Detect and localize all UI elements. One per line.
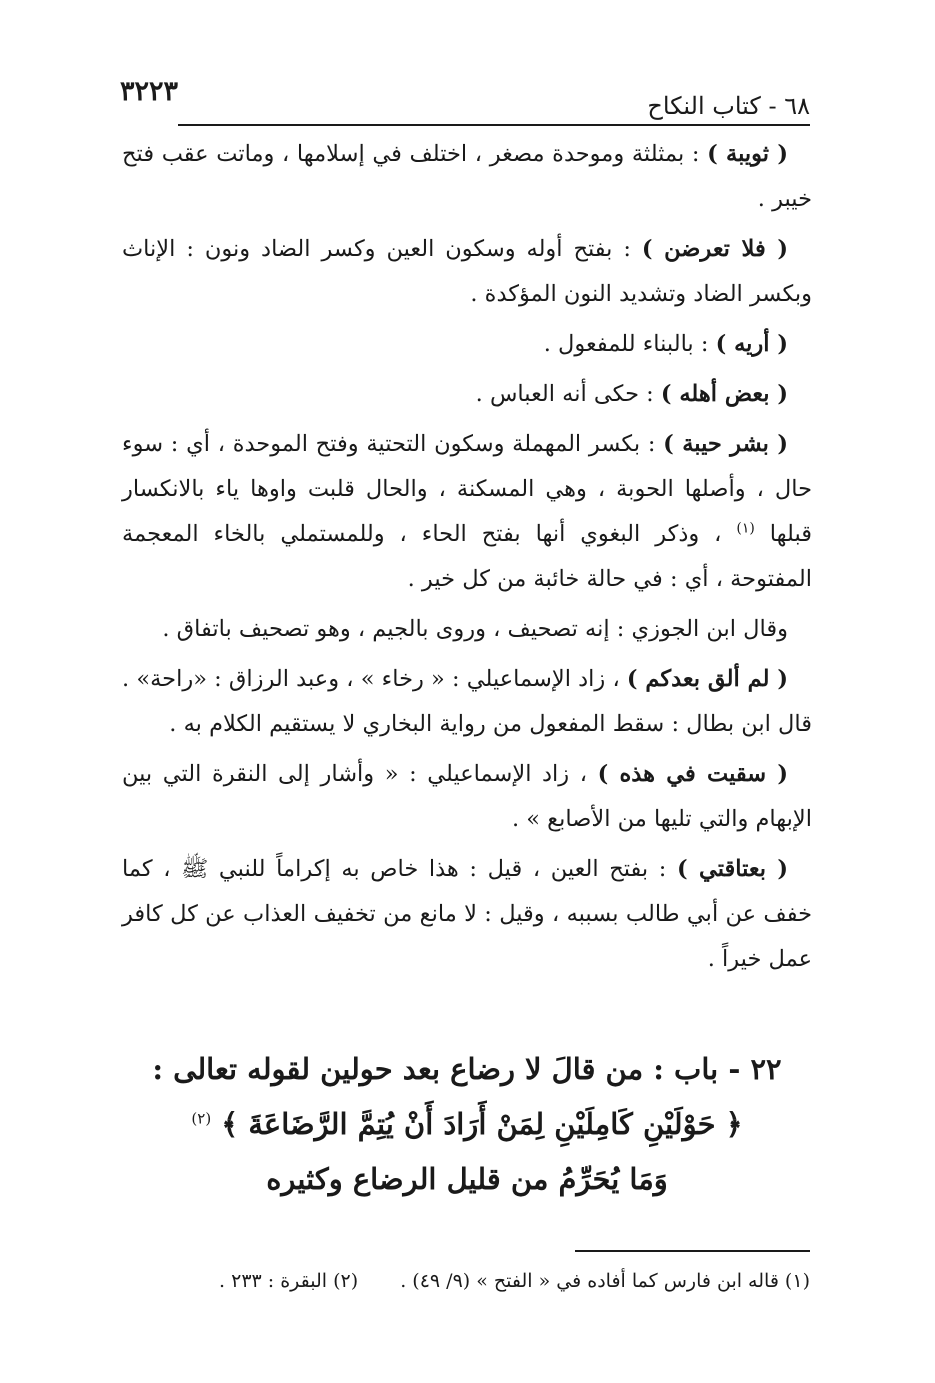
page-header	[120, 72, 810, 124]
paragraph	[122, 322, 812, 367]
chapter-subtitle: وَمَا يُحَرِّمُ من قليل الرضاع وكثيره	[266, 1162, 668, 1196]
term: ( لم ألق بعدكم )	[626, 666, 788, 692]
term: ( أريه )	[715, 331, 788, 357]
footnote-marker: (٢)	[191, 1109, 212, 1128]
paragraph-text: : حكى أنه العباس .	[475, 381, 661, 407]
paragraph-text: : بفتح أوله وسكون العين وكسر الضاد ونون : الإناث وبكسر الضاد وتشديد النون المؤكدة .	[122, 236, 812, 307]
paragraph-text: : بمثلثة وموحدة مصغر ، اختلف في إسلامها ، وماتت عقب فتح خيبر .	[122, 141, 812, 212]
footnote-rule	[575, 1250, 810, 1252]
chapter-title: ٢٢ - باب : من قالَ لا رضاع بعد حولين لقوله تعالى :	[152, 1052, 782, 1086]
term: ( سقيت في هذه )	[597, 761, 789, 787]
chapter-heading	[122, 1042, 812, 1207]
term: ( بعتاقتي )	[677, 856, 788, 882]
footnote: (١) قاله ابن فارس كما أفاده في « الفتح » (٩/ ٤٩) .	[400, 1270, 810, 1292]
chapter-running-title: ٦٨ - كتاب النكاح	[647, 92, 810, 120]
term: ( بعض أهله )	[660, 381, 788, 407]
paragraph	[122, 847, 812, 982]
paragraph	[122, 372, 812, 417]
term: ( ثويبة )	[707, 141, 788, 167]
paragraph-text-cont: ، وذكر البغوي أنها بفتح الحاء ، وللمستملي بالخاء المعجمة المفتوحة ، أي : في حالة خائبة من كل خير .	[122, 521, 812, 592]
paragraph-text: : بكسر المهملة وسكون التحتية وفتح الموحدة ، أي : سوء حال ، وأصلها الحوبة ، وهي المسكنة ، والحال قلبت واوها ياء بالانكسار قبلها	[122, 431, 812, 547]
footnote: (٢) البقرة : ٢٣٣ .	[219, 1270, 359, 1292]
paragraph	[122, 657, 812, 747]
paragraph-text: ، زاد الإسماعيلي : « وأشار إلى النقرة التي بين الإبهام والتي تليها من الأصابع » .	[122, 761, 812, 832]
paragraph	[122, 607, 812, 652]
commentary-body	[122, 132, 812, 987]
page-number: ٣٢٢٣	[120, 76, 179, 107]
term: ( بشر حيبة )	[663, 431, 788, 457]
header-rule	[178, 124, 810, 126]
paragraph-text: : بفتح العين ، قيل : هذا خاص به إكراماً للنبي ﷺ ، كما خفف عن أبي طالب بسببه ، وقيل : لا مانع من تخفيف العذاب عن كل كافر عمل خيراً .	[122, 856, 812, 972]
footnotes	[150, 1270, 810, 1292]
verse-text: ﴿ حَوْلَيْنِ كَامِلَيْنِ لِمَنْ أَرَادَ أَنْ يُتِمَّ الرَّضَاعَةَ ﴾	[221, 1107, 743, 1141]
paragraph-text: وقال ابن الجوزي : إنه تصحيف ، وروى بالجيم ، وهو تصحيف باتفاق .	[162, 616, 788, 642]
footnote-marker: (١)	[736, 520, 755, 537]
paragraph-text: : بالبناء للمفعول .	[543, 331, 716, 357]
paragraph	[122, 132, 812, 222]
paragraph-text: ، زاد الإسماعيلي : « رخاء » ، وعبد الرزاق : «راحة» . قال ابن بطال : سقط المفعول من رواية البخاري لا يستقيم الكلام به .	[122, 666, 812, 737]
quran-verse	[122, 1097, 812, 1152]
paragraph	[122, 422, 812, 602]
paragraph	[122, 227, 812, 317]
term: ( فلا تعرضن )	[641, 236, 788, 262]
paragraph	[122, 752, 812, 842]
